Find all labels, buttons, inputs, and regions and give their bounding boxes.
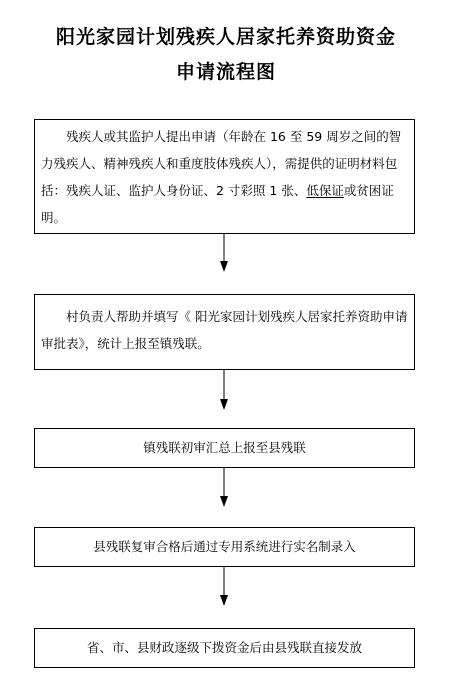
flow-arrow-4: [220, 567, 228, 606]
step-1-text-end: 或贫困证明。: [41, 183, 394, 225]
flow-arrow-2: [220, 370, 228, 410]
step-1-text-main: 残疾人或其监护人提出申请（年龄在 16 至 59 周岁之间的智力残疾人、精神残疾人和重度肢体残疾人），需提供的证明材料包括：残疾人证、监护人身份证、2 寸彩照 1 张、: [41, 129, 402, 198]
step-5-text: 省、市、县财政逐级下拨资金后由县残联直接发放: [86, 640, 362, 655]
step-1-text-underlined: 低保证: [306, 183, 344, 198]
step-3-text: 镇残联初审汇总上报至县残联: [143, 440, 306, 455]
flow-arrow-3: [220, 468, 228, 507]
diagram-title-line1: 阳光家园计划残疾人居家托养资助资金: [55, 26, 396, 48]
step-2-text: 村负责人帮助并填写《 阳光家园计划残疾人居家托养资助申请审批表》，统计上报至镇残联。: [41, 309, 408, 351]
flow-arrow-1: [220, 234, 228, 272]
step-4-text: 县残联复审合格后通过专用系统进行实名制录入: [93, 539, 356, 554]
diagram-title-line2: 申请流程图: [175, 61, 276, 83]
